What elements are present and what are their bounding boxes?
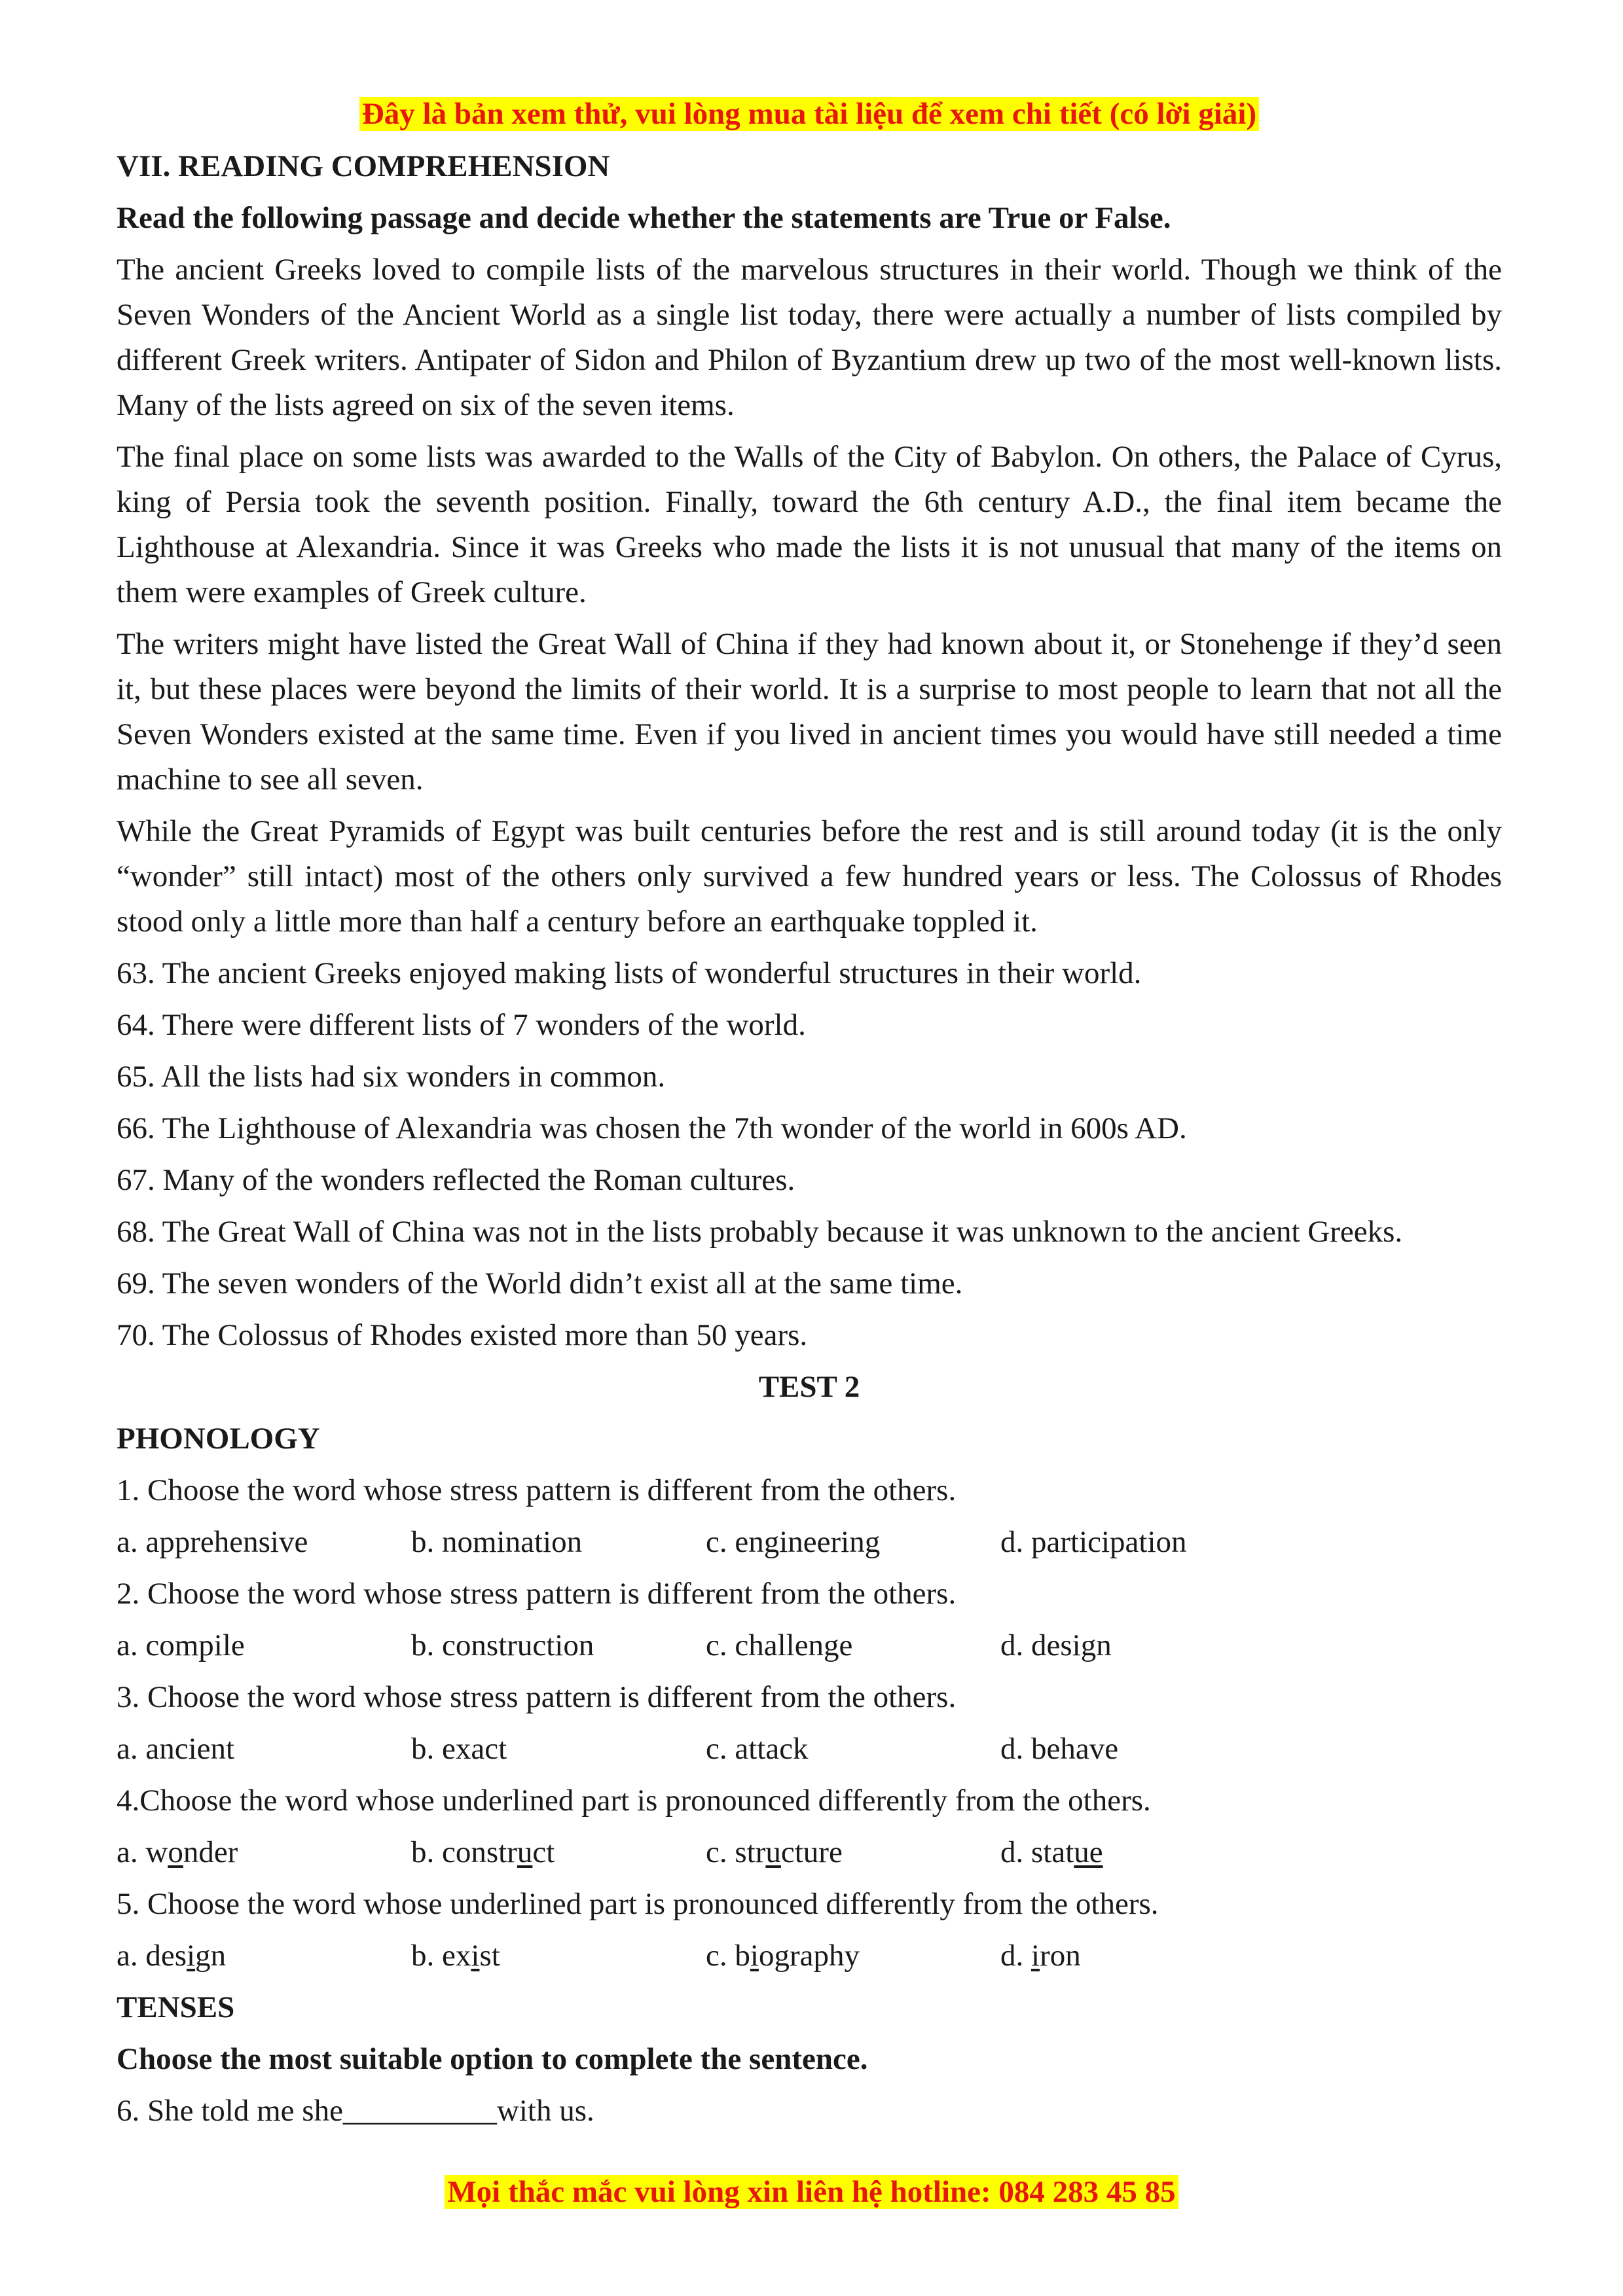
page-content — [117, 92, 1502, 2140]
phonology-heading: PHONOLOGY — [117, 1422, 320, 1456]
question-prompt: 1. Choose the word whose stress pattern is different from the others. — [117, 1473, 957, 1507]
option-d: d. behave — [1000, 1732, 1119, 1766]
statement-65: 65. All the lists had six wonders in common. — [117, 1060, 666, 1094]
passage-paragraph: While the Great Pyramids of Egypt was built centuries before the rest and is still around today (it is the only “wonder” still intact) most of the others only survived a few hundred years or less. The Colossus of Rhodes stood only a little more than half a century before an earthquake toppled it. — [117, 814, 1502, 939]
passage-paragraph: The ancient Greeks loved to compile lists of the marvelous structures in their world. Though we think of the Seven Wonders of the Ancient World as a single list today, there were actually a number of lists compiled by different Greek writers. Antipater of Sidon and Philon of Byzantium drew up two of the most well-known lists. Many of the lists agreed on six of the seven items. — [117, 253, 1502, 422]
statement-67: 67. Many of the wonders reflected the Roman cultures. — [117, 1163, 795, 1197]
hotline-banner — [0, 2174, 1623, 2210]
option-c: c. biography — [706, 1939, 860, 1973]
option-a: a. apprehensive — [117, 1525, 308, 1559]
statement-68: 68. The Great Wall of China was not in the lists probably because it was unknown to the ancient Greeks. — [117, 1215, 1403, 1249]
option-b: b. construction — [411, 1628, 594, 1662]
tenses-heading: TENSES — [117, 1990, 235, 2024]
tenses-instruction: Choose the most suitable option to complete the sentence. — [117, 2042, 868, 2076]
option-a: a. design — [117, 1939, 227, 1973]
option-c: c. attack — [706, 1732, 809, 1766]
answer-options — [117, 1520, 1502, 1571]
hotline-banner-text: Mọi thắc mắc vui lòng xin liên hệ hotline: 084 283 45 85 — [445, 2175, 1178, 2209]
answer-options — [117, 1727, 1502, 1778]
option-d: d. statue — [1000, 1835, 1103, 1869]
phonology-questions — [117, 1468, 1502, 1985]
passage-paragraph: The writers might have listed the Great Wall of China if they had known about it, or Stonehenge if they’d seen it, but these places were beyond the limits of their world. It is a surprise to most people to learn that not all the Seven Wonders existed at the same time. Even if you lived in ancient times you would have still needed a time machine to see all seven. — [117, 627, 1502, 797]
option-c: c. engineering — [706, 1525, 881, 1559]
passage-paragraph: The final place on some lists was awarded to the Walls of the City of Babylon. On others, the Palace of Cyrus, king of Persia took the seventh position. Finally, toward the 6th century A.D., the final item became the Lighthouse at Alexandria. Since it was Greeks who made the lists it is not unusual that many of the items on them were examples of Greek culture. — [117, 440, 1502, 609]
reading-instruction: Read the following passage and decide whether the statements are True or False. — [117, 201, 1171, 235]
preview-banner — [117, 92, 1502, 143]
option-b: b. exact — [411, 1732, 507, 1766]
reading-heading: VII. READING COMPREHENSION — [117, 149, 610, 183]
option-d: d. design — [1000, 1628, 1112, 1662]
answer-options — [117, 1830, 1502, 1882]
test-title: TEST 2 — [758, 1370, 860, 1404]
statement-63: 63. The ancient Greeks enjoyed making lists of wonderful structures in their world. — [117, 956, 1142, 990]
question-prompt: 3. Choose the word whose stress pattern is different from the others. — [117, 1680, 957, 1714]
option-d: d. participation — [1000, 1525, 1187, 1559]
option-a: a. wonder — [117, 1835, 238, 1869]
option-a: a. ancient — [117, 1732, 235, 1766]
option-d: d. iron — [1000, 1939, 1081, 1973]
option-c: c. challenge — [706, 1628, 853, 1662]
option-b: b. nomination — [411, 1525, 583, 1559]
statement-70: 70. The Colossus of Rhodes existed more than 50 years. — [117, 1318, 808, 1352]
question-6: 6. She told me she__________with us. — [117, 2094, 594, 2128]
option-c: c. structure — [706, 1835, 843, 1869]
statement-64: 64. There were different lists of 7 wonders of the world. — [117, 1008, 806, 1042]
statement-69: 69. The seven wonders of the World didn’t exist all at the same time. — [117, 1266, 963, 1300]
statement-66: 66. The Lighthouse of Alexandria was chosen the 7th wonder of the world in 600s AD. — [117, 1111, 1187, 1145]
answer-options — [117, 1933, 1502, 1985]
option-a: a. compile — [117, 1628, 245, 1662]
answer-options — [117, 1623, 1502, 1675]
option-b: b. construct — [411, 1835, 555, 1869]
question-prompt: 5. Choose the word whose underlined part is pronounced differently from the others. — [117, 1887, 1159, 1921]
option-b: b. exist — [411, 1939, 500, 1973]
question-prompt: 4.Choose the word whose underlined part is pronounced differently from the others. — [117, 1784, 1151, 1818]
question-prompt: 2. Choose the word whose stress pattern is different from the others. — [117, 1577, 957, 1611]
preview-banner-text: Đây là bản xem thử, vui lòng mua tài liệu để xem chi tiết (có lời giải) — [359, 97, 1259, 131]
